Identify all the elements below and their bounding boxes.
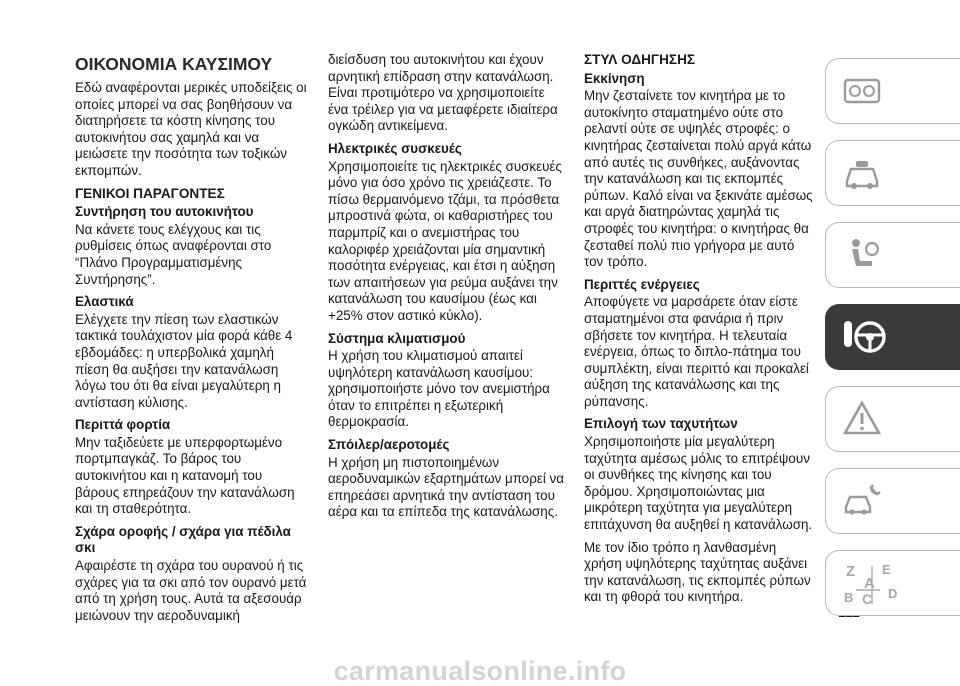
tyres-text: Ελέγχετε την πίεση των ελαστικών τακτικά τουλάχιστον μία φορά κάθε 4 εβδομάδες: η υπερβολικά χαμηλή πίεση θα αυξήσει την κατανάλωση λόγω του ότι θα είναι μεγαλύτερη η αντίσταση κύλισης. xyxy=(75,311,293,410)
driving-style-heading: ΣΤΥΛ ΟΔΗΓΗΣΗΣ xyxy=(584,52,696,67)
electrical-devices-text: Χρησιμοποιείτε τις ηλεκτρικές συσκευές μόνο για όσο χρόνο τις χρειάζεστε. Το πίσω θερμαινόμενο τζάμι, τα πρόσθετα μπροστινά φώτα, οι καθαριστήρες του παρμπρίζ και ο ανεμιστήρας του καλοριφέρ χρειάζονται μία σημαντική ποσότητα ενέργειας, και έτσι η αύξηση των απαιτήσεων για ρεύμα αυξάνει την κατανάλωση του καυσίμου (έως και +25% στον αστικό κύκλο). xyxy=(328,158,562,323)
continued-text: διείσδυση του αυτοκινήτου και έχουν αρνητική επίδραση στην κατανάλωση. Είναι προτιμότερο να χρησιμοποιείτε ένα τρέιλερ για να μεταφέρετε ιδιαίτερα ογκώδη αντικείμενα. xyxy=(328,52,558,134)
chapter-tabs xyxy=(825,58,960,618)
tab-car-key[interactable] xyxy=(825,140,960,206)
tab-emergency[interactable] xyxy=(825,386,960,452)
manoeuvres-heading: Περιττές ενέργειες xyxy=(584,276,700,292)
starting-text: Μην ζεσταίνετε τον κινητήρα με το αυτοκίνητο σταματημένο ούτε στο ρελαντί ούτε σε υψηλές στροφές: ο κινητήρας ζεσταίνεται πολύ αργά κάτω από αυτές τις συνθήκες, αυξάνοντας την κατανάλωση και τις εκπομπές ρύπων. Καλό είναι να ξεκινάτε αμέσως και αργά διατηρώντας χαμηλά τις στροφές του κινητήρα: ο κινητήρας θα ζεσταθεί πολύ πιο γρήγορα με αυτό τον τρόπο. xyxy=(584,88,813,270)
index-letter-d: D xyxy=(888,586,898,601)
gear-selection-text-2: Με τον ίδιο τρόπο η λανθασμένη χρήση υψηλότερης ταχύτητας αυξάνει την κατανάλωση, τις εκπομπές ρύπων και τη φθορά του κινητήρα. xyxy=(584,539,811,605)
spoiler-text: Η χρήση μη πιστοποιημένων αεροδυναμικών εξαρτημάτων μπορεί να επηρεάσει αρνητικά την αντίσταση του αέρα και τα επίπεδα της κατανάλωσης. xyxy=(328,454,564,520)
warning-triangle-icon xyxy=(842,399,882,439)
seat-airbag-icon xyxy=(842,235,882,275)
climate-control-text: Η χρήση του κλιματισμού απαιτεί υψηλότερη κατανάλωση καυσίμου: χρησιμοποιήστε μόνο τον ανεμιστήρα όταν το επιτρέπει η εξωτερική θερμοκρασία. xyxy=(328,348,550,430)
intro-paragraph: Εδώ αναφέρονται μερικές υποδείξεις οι οποίες μπορεί να σας βοηθήσουν να διατηρήσετε τα κόστη κίνησης του αυτοκινήτου σας χαμηλά και να μειώσετε την ποσότητα των τοξικών εκπομπών. xyxy=(75,80,307,178)
index-letter-b: B xyxy=(844,590,854,605)
spoiler-heading: Σπόιλερ/αεροτομές xyxy=(328,437,450,453)
climate-control-heading: Σύστημα κλιματισμού xyxy=(328,330,466,346)
gear-selection-heading: Επιλογή των ταχυτήτων xyxy=(584,416,738,432)
index-letter-c: C xyxy=(862,591,873,606)
watermark: carmanualsonline.info xyxy=(333,656,627,686)
loads-heading: Περιττά φορτία xyxy=(75,417,171,433)
index-letter-a: A xyxy=(864,575,875,592)
loads-text: Μην ταξιδεύετε με υπερφορτωμένο πορτμπαγκάζ. Το βάρος του αυτοκινήτου και η κατανομή του βάρους επηρεάζουν την κατανάλωση και τη σταθερότητα. xyxy=(75,434,295,517)
dashboard-icon xyxy=(842,71,882,111)
car-key-icon xyxy=(842,153,882,193)
general-factors-heading: ΓΕΝΙΚΟΙ ΠΑΡΑΓΟΝΤΕΣ xyxy=(75,185,225,201)
starting-heading: Εκκίνηση xyxy=(584,70,645,86)
tab-dashboard[interactable] xyxy=(825,58,960,124)
alphabetical-index-icon xyxy=(842,560,912,606)
column-2 xyxy=(328,52,566,527)
tab-index[interactable] xyxy=(825,550,960,616)
tab-driving[interactable] xyxy=(825,304,960,370)
car-wrench-icon xyxy=(842,481,882,521)
steering-wheel-icon xyxy=(842,315,886,359)
tab-safety[interactable] xyxy=(825,222,960,288)
electrical-devices-heading: Ηλεκτρικές συσκευές xyxy=(328,140,462,156)
column-3 xyxy=(584,52,816,612)
section-title: ΟΙΚΟΝΟΜΙΑ ΚΑΥΣΙΜΟΥ xyxy=(75,54,273,74)
maintenance-heading: Συντήρηση του αυτοκινήτου xyxy=(75,204,254,220)
gear-selection-text-1: Χρησιμοποιήστε μία μεγαλύτερη ταχύτητα αμέσως μόλις το επιτρέψουν οι συνθήκες της κίνησης και του δρόμου. Χρησιμοποιώντας μια μικρότερη ταχύτητα για μεγαλύτερη επιτάχυνση θα αυξηθεί η κατανάλωση. xyxy=(584,434,813,533)
index-letter-z: Z xyxy=(846,563,856,580)
roof-rack-text: Αφαιρέστε τη σχάρα του ουρανού ή τις σχάρες για τα σκι από τον ουρανό μετά από τη χρήση τους. Αυτά τα αξεσουάρ μειώνουν την αεροδυναμική xyxy=(75,558,307,623)
maintenance-text: Να κάνετε τους ελέγχους και τις ρυθμίσεις όπως αναφέρονται στο “Πλάνο Προγραμματισμένης Συντήρησης”. xyxy=(75,221,272,287)
column-1 xyxy=(75,54,307,630)
roof-rack-heading: Σχάρα οροφής / σχάρα για πέδιλα σκι xyxy=(75,523,291,556)
manoeuvres-text: Αποφύγετε να μαρσάρετε όταν είστε σταματημένοι στα φανάρια ή πριν σβήσετε τον κινητήρα. Η τελευταία ενέργεια, όπως το διπλο-πάτημα του συμπλέκτη, είναι περιττό και προκαλεί αύξηση της κατανάλωσης και της ρύπανσης. xyxy=(584,294,809,409)
tab-maintenance[interactable] xyxy=(825,468,960,534)
tyres-heading: Ελαστικά xyxy=(75,294,134,310)
index-letter-e: E xyxy=(882,562,891,577)
